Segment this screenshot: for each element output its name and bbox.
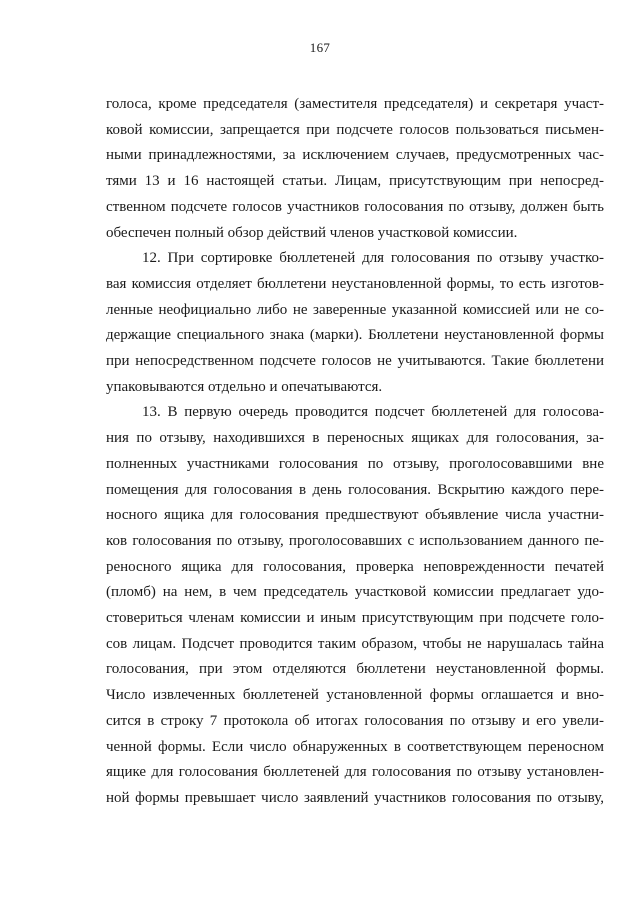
text-line: ной формы превышает число заявлений участников голосования по отзыву,	[106, 789, 604, 806]
text-line: сится в строку 7 протокола об итогах голосования по отзыву и его увели-	[106, 712, 604, 729]
text-line: 12. При сортировке бюллетеней для голосования по отзыву участко-	[142, 250, 604, 267]
text-line: ящике для голосования бюллетеней для голосования по отзыву установлен-	[106, 764, 604, 781]
text-line: носного ящика для голосования предшествуют объявление числа участни-	[106, 507, 604, 524]
text-line: ченной формы. Если число обнаруженных в соответствующем переносном	[106, 738, 604, 755]
text-line: держащие специального знака (марки). Бюллетени неустановленной формы	[106, 327, 604, 344]
text-line: тями 13 и 16 настоящей статьи. Лицам, присутствующим при непосред-	[106, 173, 604, 190]
text-line: ния по отзыву, находившихся в переносных ящиках для голосования, за-	[106, 430, 604, 447]
text-line: реносного ящика для голосования, проверка неповрежденности печатей	[106, 558, 604, 575]
text-line: помещения для голосования в день голосования. Вскрытию каждого пере-	[106, 481, 604, 498]
text-line: при непосредственном подсчете голосов не учитываются. Такие бюллетени	[106, 353, 604, 370]
text-line: голосования, при этом отделяются бюллетени неустановленной формы.	[106, 661, 604, 678]
text-line: ленные неофициально либо не заверенные указанной комиссией или не со-	[106, 301, 604, 318]
text-line: 13. В первую очередь проводится подсчет бюллетеней для голосова-	[142, 404, 604, 421]
document-body	[106, 92, 604, 812]
text-line: сов лицам. Подсчет проводится таким образом, чтобы не нарушалась тайна	[106, 635, 604, 652]
text-line: полненных участниками голосования по отзыву, проголосовавшими вне	[106, 455, 604, 472]
text-line: ков голосования по отзыву, проголосовавших с использованием данного пе-	[106, 532, 604, 549]
text-line: стовериться членам комиссии и иным присутствующим при подсчете голо-	[106, 610, 604, 627]
paragraph	[106, 92, 604, 246]
text-line: обеспечен полный обзор действий членов участковой комиссии.	[106, 224, 518, 241]
text-line: вая комиссия отделяет бюллетени неустановленной формы, то есть изготов-	[106, 275, 604, 292]
paragraph	[106, 246, 604, 400]
text-line: (пломб) на нем, в чем председатель участковой комиссии предлагает удо-	[106, 584, 604, 601]
text-line: ными принадлежностями, за исключением случаев, предусмотренных час-	[106, 147, 604, 164]
page-number: 167	[309, 40, 331, 55]
paragraph	[106, 400, 604, 811]
text-line: ственном подсчете голосов участников голосования по отзыву, должен быть	[106, 198, 604, 215]
text-line: упаковываются отдельно и опечатываются.	[106, 378, 383, 395]
text-line: голоса, кроме председателя (заместителя председателя) и секретаря участ-	[106, 96, 604, 112]
text-line: Число извлеченных бюллетеней установленной формы оглашается и вно-	[106, 687, 604, 704]
text-line: ковой комиссии, запрещается при подсчете голосов пользоваться письмен-	[106, 121, 604, 138]
